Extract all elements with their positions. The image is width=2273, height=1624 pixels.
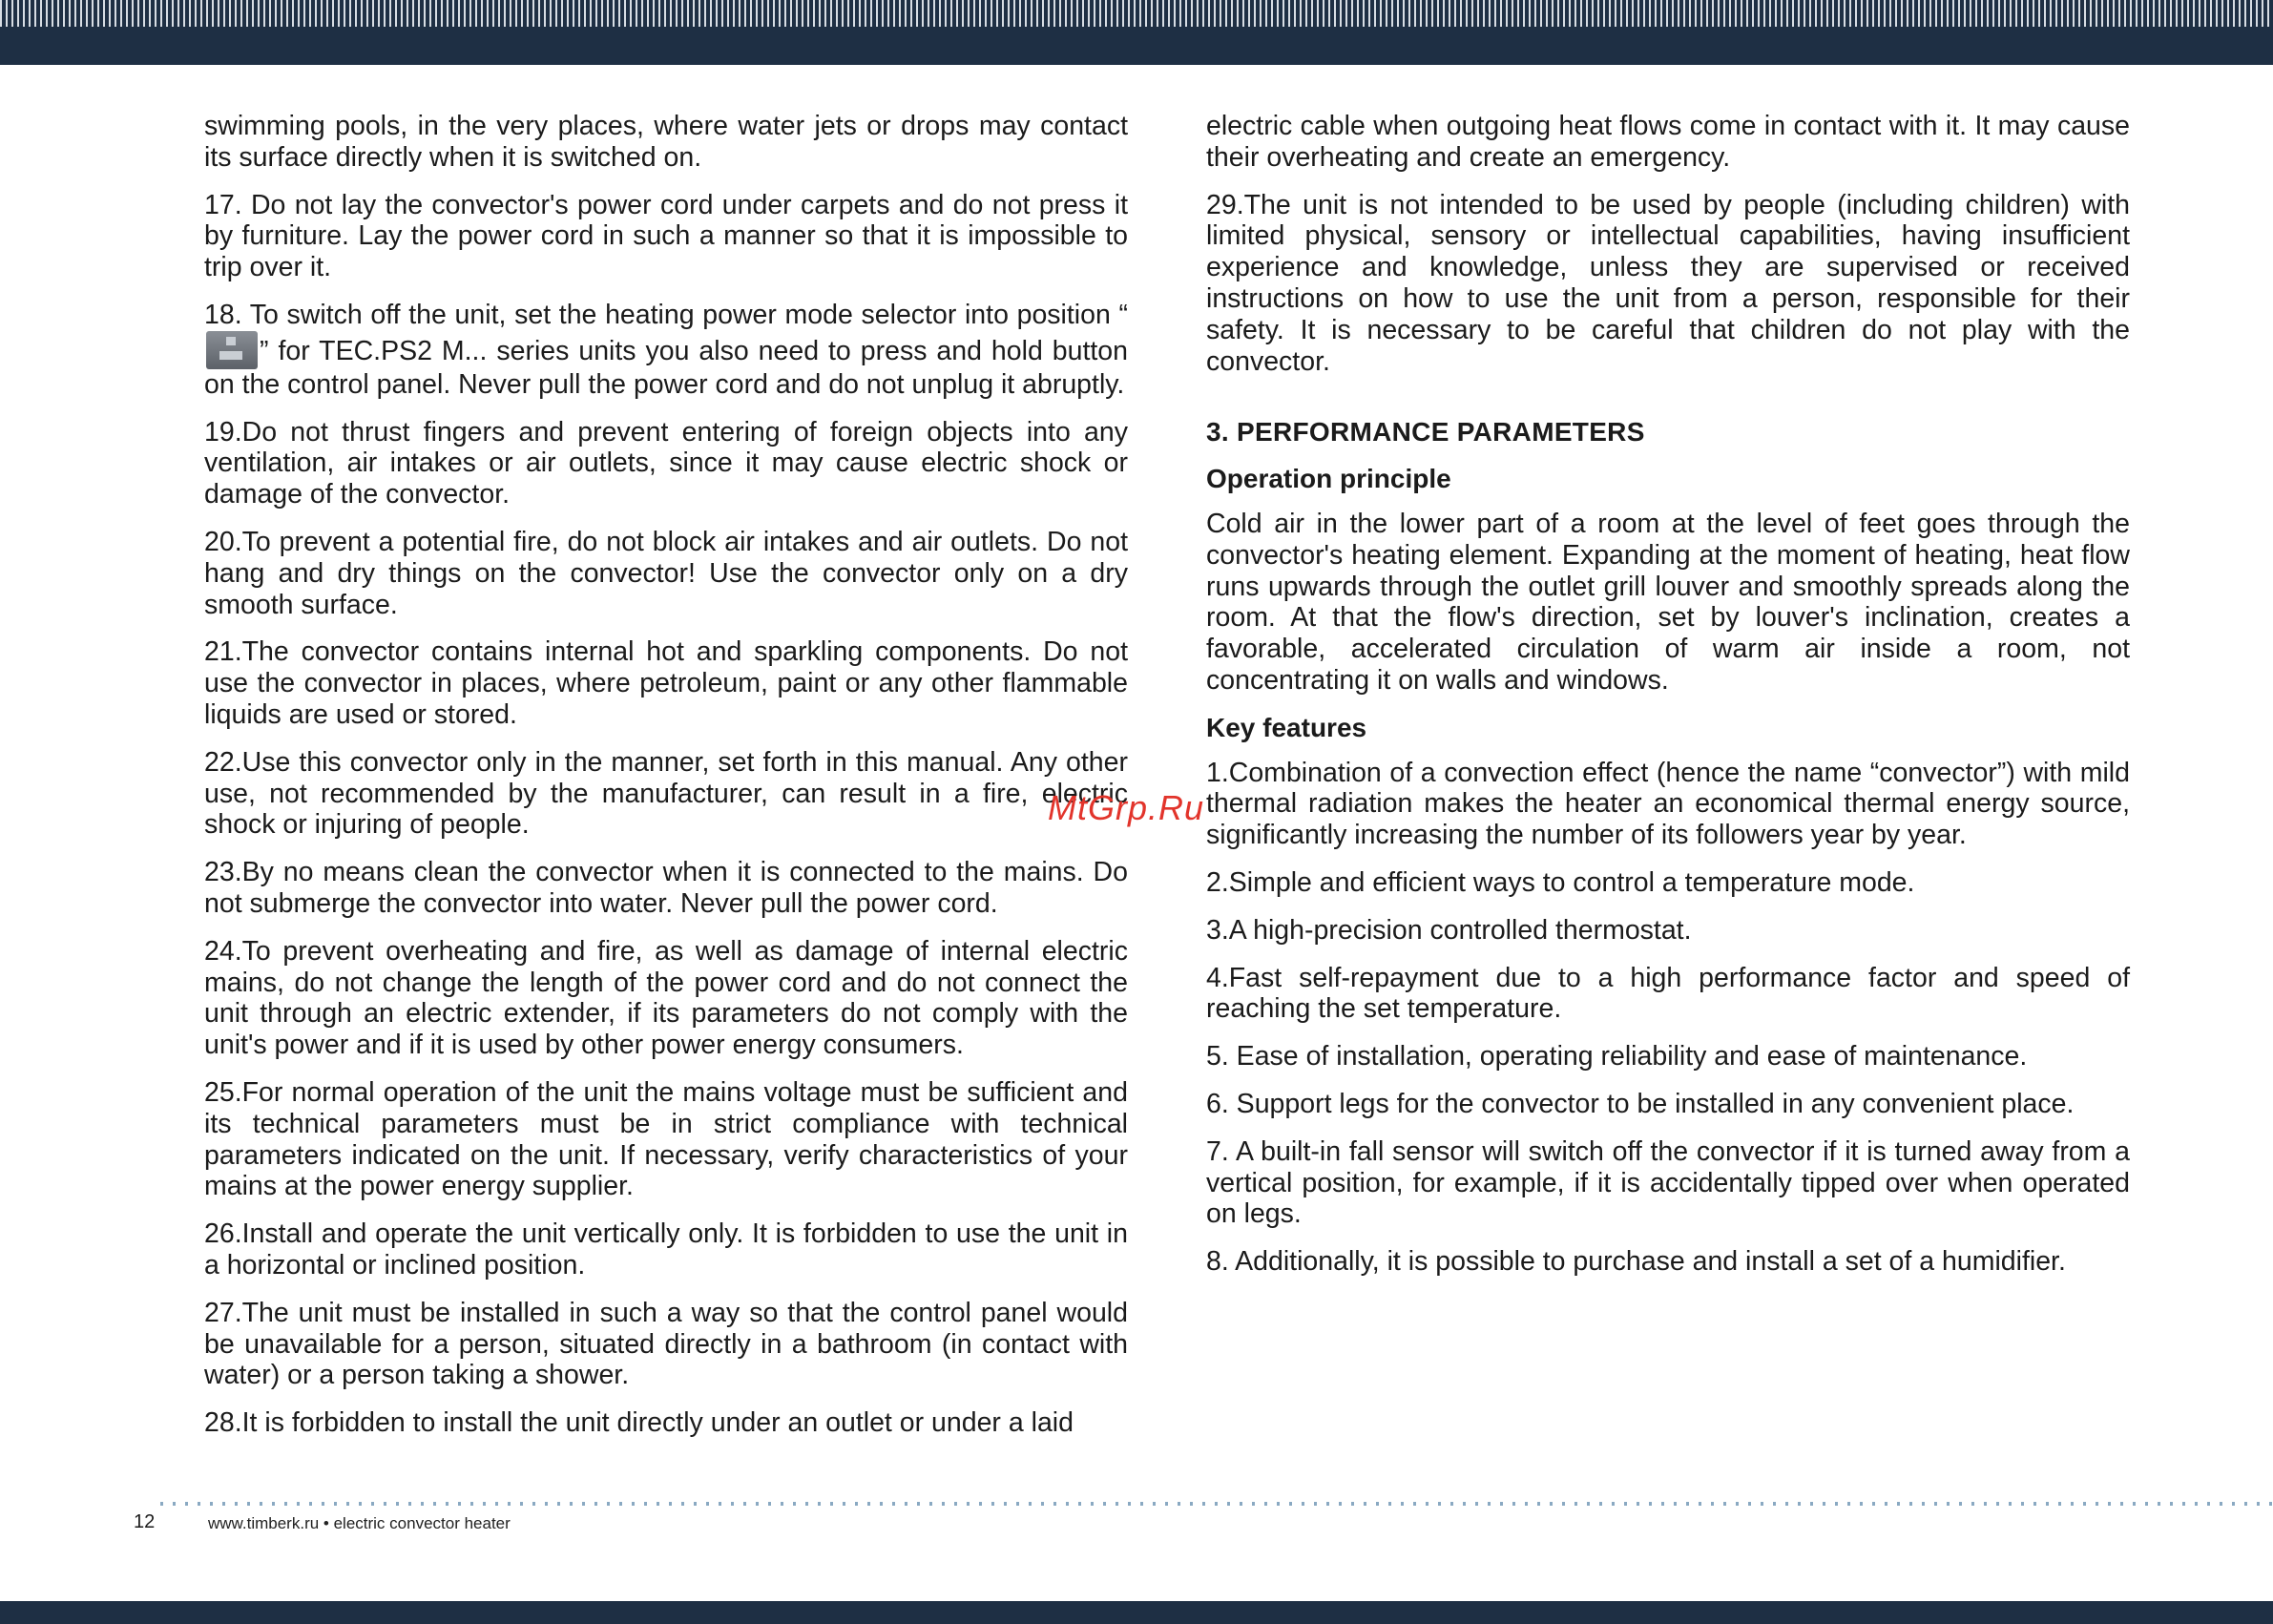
watermark: MtGrp.Ru (1048, 788, 1205, 827)
left-column (204, 111, 1128, 1455)
item-22: 22.Use this convector only in the manner, set forth in this manual. Any other use, not recommended by the manufacturer, can result in a fire, electric shock or injuring of people. (204, 746, 1128, 841)
item-25: 25.For normal operation of the unit the mains voltage must be sufficient and its technical parameters must be in strict compliance with technical parameters indicated on the unit. If necessary, verify characteristics of your mains at the power energy supplier. (204, 1076, 1128, 1202)
item-29: 29.The unit is not intended to be used by people (including children) with limited physical, sensory or intellectual capabilities, having insufficient experience and knowledge, unless they are supervised or received instructions on how to use the unit from a person, responsible for their safety. It is necessary to be careful that children do not play with the convector. (1206, 189, 2130, 377)
feature-item: 6. Support legs for the convector to be installed in any convenient place. (1206, 1088, 2075, 1119)
item-26: 26.Install and operate the unit vertically only. It is forbidden to use the unit in a horizontal or inclined position. (204, 1218, 1128, 1280)
right-column (1206, 111, 2130, 1294)
feature-item: 2.Simple and efficient ways to control a temperature mode. (1206, 866, 1915, 898)
feature-item: 7. A built-in fall sensor will switch off the convector if it is turned away from a vertical position, for example, if it is accidentally tipped over when operated on legs. (1206, 1135, 2130, 1230)
footer-dotted-divider (160, 1502, 2273, 1506)
item-19: 19.Do not thrust fingers and prevent entering of foreign objects into any ventilation, air intakes or air outlets, since it may cause electric shock or damage of the convector. (204, 416, 1128, 510)
features-heading: Key features (1206, 712, 1367, 742)
header-stripes (0, 0, 2273, 27)
feature-item: 5. Ease of installation, operating reliability and ease of maintenance. (1206, 1041, 2028, 1072)
item-18-part2: ” for TEC.PS2 M... series units you also need to press and hold button on the control panel. Never pull the power cord and do not unplug it abruptly. (204, 335, 1128, 400)
paragraph-cable: electric cable when outgoing heat flows come in contact with it. It may cause their overheating and create an emergency. (1206, 111, 2130, 173)
item-23: 23.By no means clean the convector when it is connected to the mains. Do not submerge the convector into water. Never pull the power cord. (204, 857, 1128, 919)
item-18-part1: 18. To switch off the unit, set the heating power mode selector into position “ (204, 299, 1128, 330)
item-18 (204, 300, 1128, 401)
footer-site-text: www.timberk.ru • electric convector heater (208, 1514, 511, 1532)
operation-text: Cold air in the lower part of a room at the level of feet goes through the convector's heating element. Expanding at the moment of heating, heat flow runs upwards through the outlet grill louver and smoothly spreads along the room. At that the flow's direction, set by louver's inclination, creates a favorable, accelerated circulation of warm air inside a room, not concentrating it on walls and windows. (1206, 508, 2130, 696)
item-27: 27.The unit must be installed in such a way so that the control panel would be unavailable for a person, situated directly in a bathroom (in contact with water) or a person taking a shower. (204, 1297, 1128, 1391)
item-28: 28.It is forbidden to install the unit directly under an outlet or under a laid (204, 1407, 1074, 1439)
section-title: 3. PERFORMANCE PARAMETERS (1206, 417, 1645, 448)
item-17: 17. Do not lay the convector's power cord under carpets and do not press it by furniture. Lay the power cord in such a manner so that it is impossible to trip over it. (204, 189, 1128, 283)
item-20: 20.To prevent a potential fire, do not block air intakes and air outlets. Do not hang and dry things on the convector! Use the convector only on a dry smooth surface. (204, 526, 1128, 620)
paragraph-pools: swimming pools, in the very places, where water jets or drops may contact its surface directly when it is switched on. (204, 111, 1128, 173)
operation-heading: Operation principle (1206, 464, 1451, 494)
header-band (0, 0, 2273, 65)
feature-item: 1.Combination of a convection effect (hence the name “convector”) with mild thermal radiation makes the heater an economical thermal energy source, significantly increasing the number of its followers year by year. (1206, 757, 2130, 851)
feature-item: 3.A high-precision controlled thermostat. (1206, 914, 1692, 946)
power-button-icon (206, 331, 258, 369)
feature-item: 4.Fast self-repayment due to a high performance factor and speed of reaching the set temperature. (1206, 962, 2130, 1025)
item-24: 24.To prevent overheating and fire, as well as damage of internal electric mains, do not change the length of the power cord and do not connect the unit through an electric extender, if its parameters do not comply with the unit's power and if it is used by other power energy consumers. (204, 935, 1128, 1061)
feature-item: 8. Additionally, it is possible to purchase and install a set of a humidifier. (1206, 1246, 2066, 1278)
item-21: 21.The convector contains internal hot and sparkling components. Do not use the convector in places, where petroleum, paint or any other flammable liquids are used or stored. (204, 636, 1128, 730)
footer-band (0, 1601, 2273, 1624)
page-number: 12 (134, 1511, 156, 1532)
